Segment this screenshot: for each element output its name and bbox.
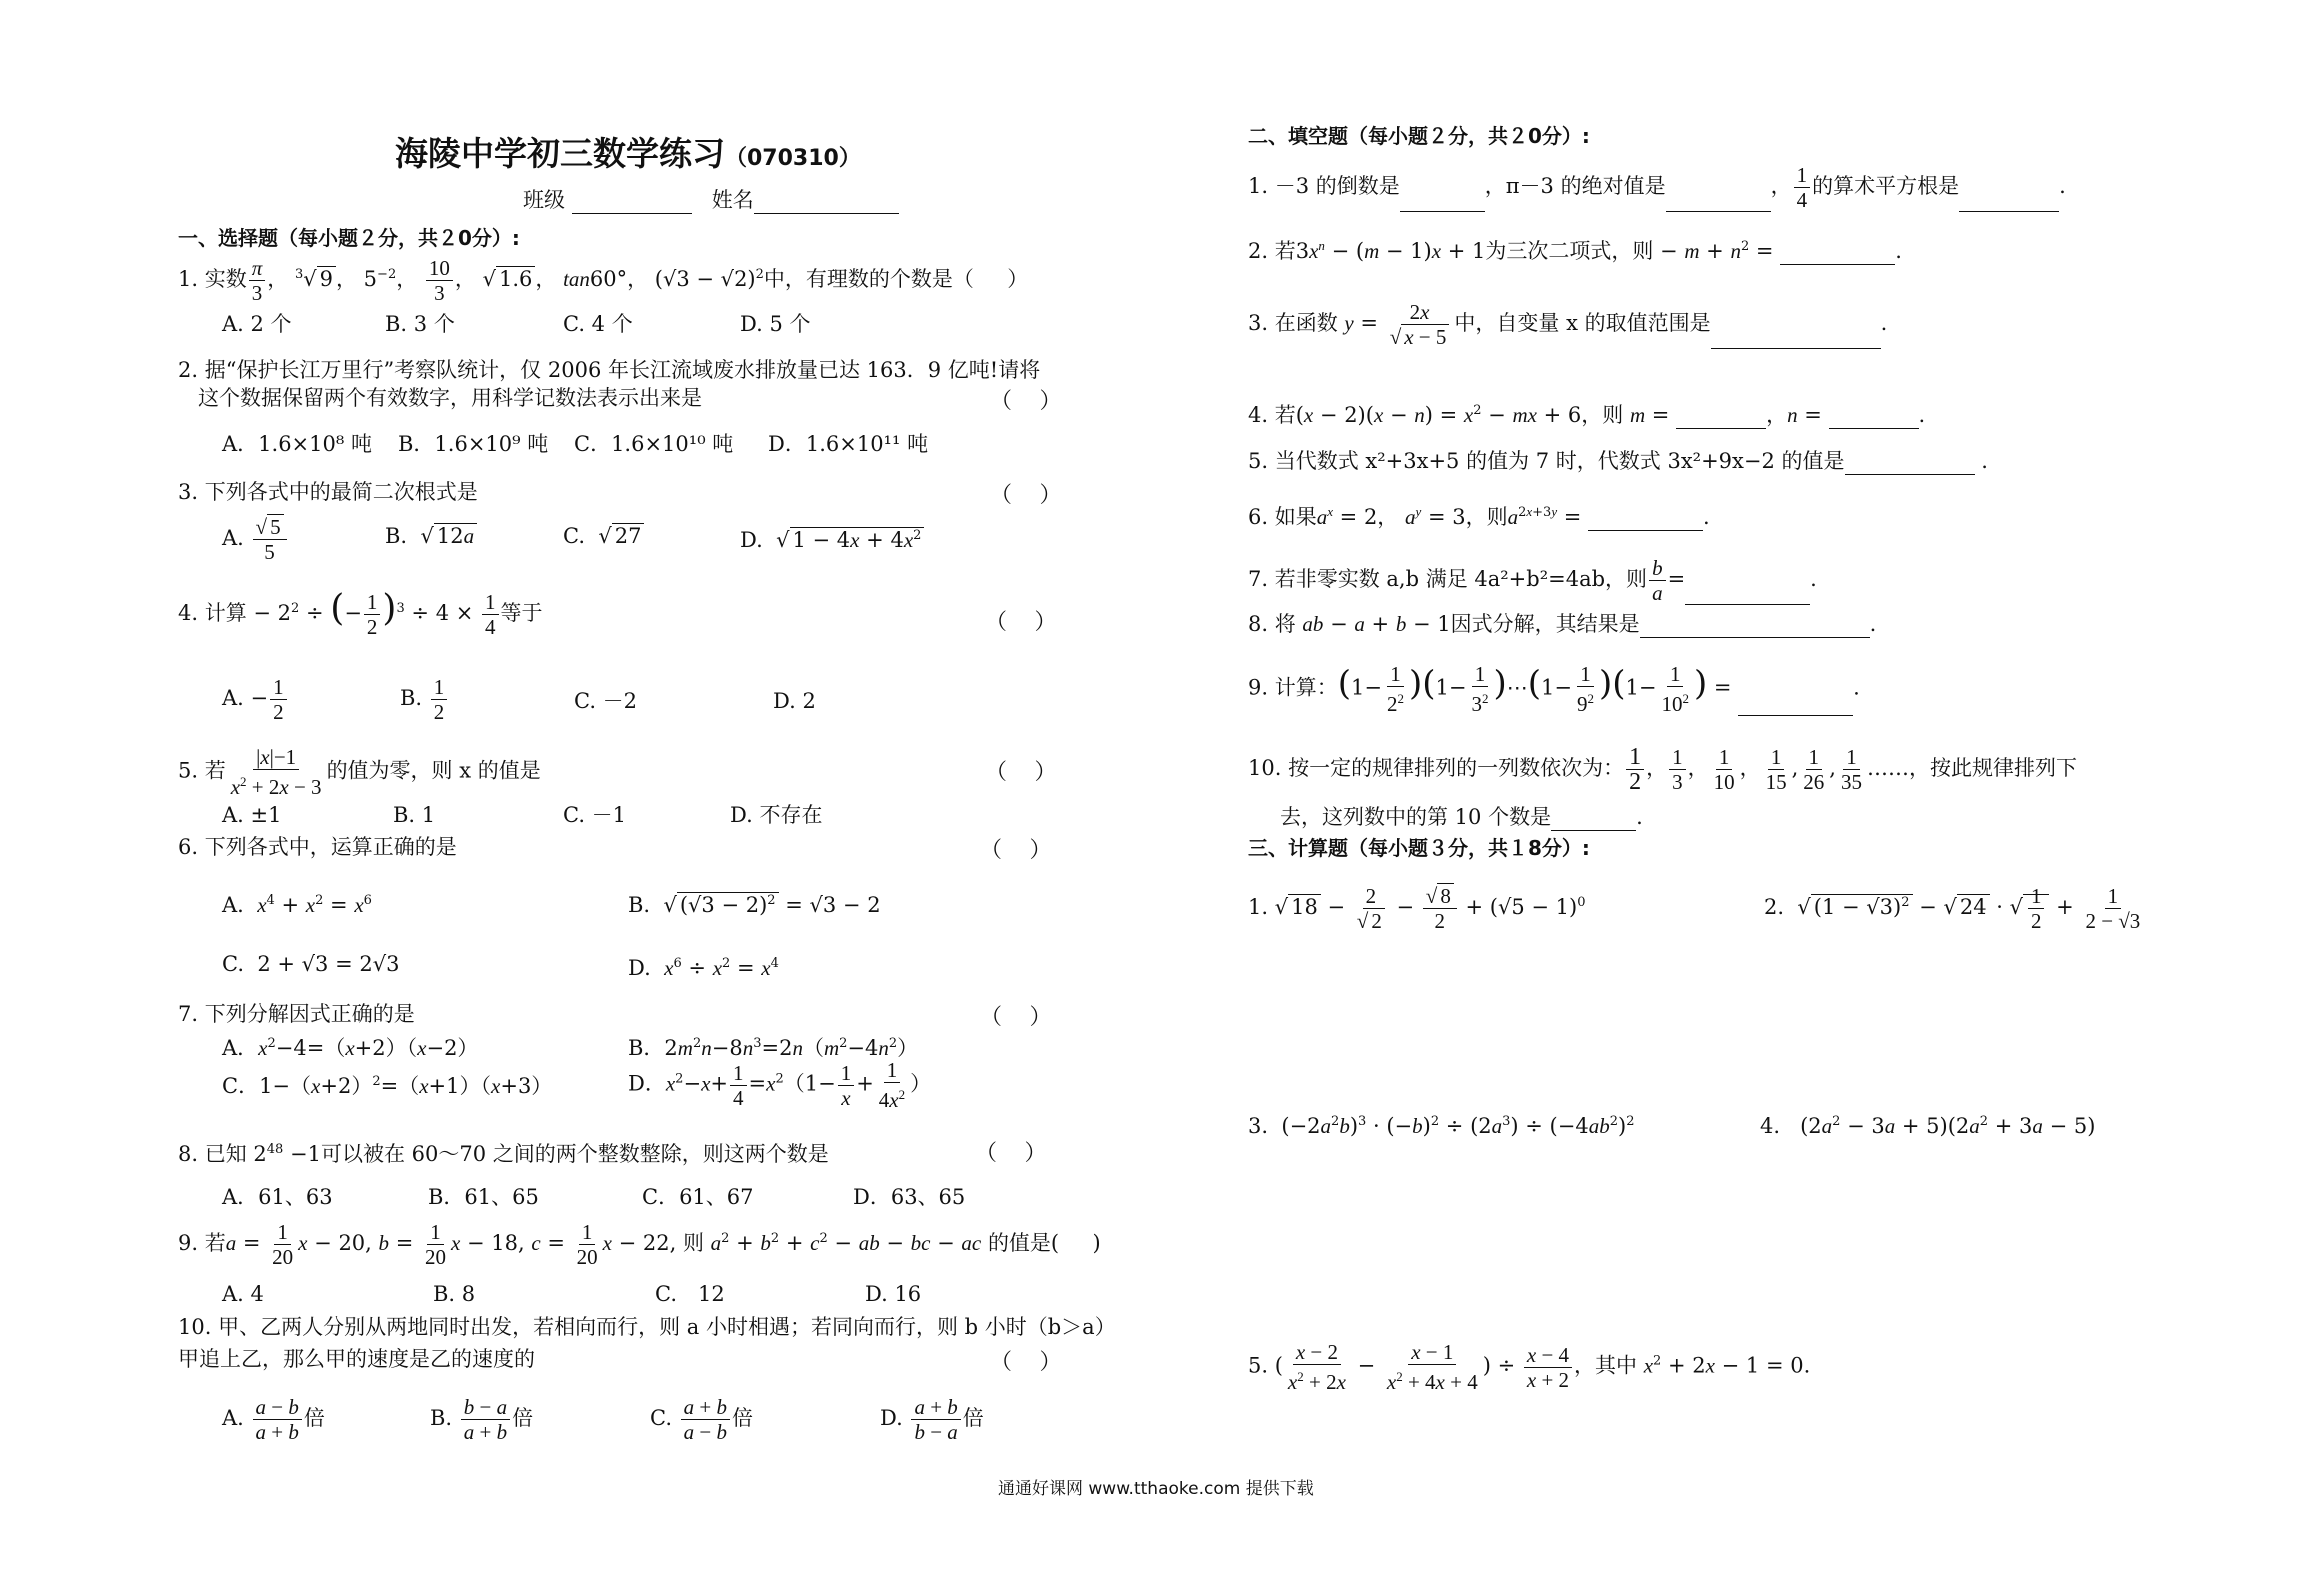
section2-heading: 二、填空题（每小题２分，共２0分）: [1248,124,1590,148]
s2-q10-lead: 10. 按一定的规律排列的一列数依次为： [1248,756,1625,780]
s1-q1-choice-c: C. 4 个 [563,312,633,336]
class-blank[interactable] [572,191,692,214]
s1-q2-line1: 2. 据“保护长江万里行”考察队统计，仅 2006 年长江流域废水排放量已达 163．9 亿吨!请将 [178,358,1041,382]
s1-q4-lead: 4. 计算 [178,601,247,625]
s2-q8-lead: 8. 将 [1248,612,1296,636]
section1-heading: 一、选择题（每小题２分，共２0分）: [178,226,520,250]
s2-q4: 4. 若$(x - 2)(x - n) = x^2$ − mx + 6，则 m = ，n = . [1248,403,1926,427]
s2-q9: 9. 计算：(1− $\frac{1}{2^2}$ )(1− $\frac{1}{3^2}$ )⋯(1− $\frac{1}{9^2}$ )(1− $\frac{1}{10^2}$ ) = . [1248,662,1860,716]
s2-q7-blank[interactable] [1685,582,1810,605]
s1-q1-choice-a: A. 2 个 [222,312,292,336]
s1-q10-d-unit: 倍 [962,1406,984,1430]
s1-q2-line2-text: 这个数据保留两个有效数字，用科学记数法表示出来是 [198,386,702,410]
s1-q5-choice-c: C. －1 [563,803,627,827]
s2-q1-blank3[interactable] [1959,189,2059,212]
s3-q3: 3. $(-2a^2b)^3 \cdot (-b)^2 \div (2a^3) \div (-4ab^2)^2$ [1248,1114,1635,1138]
s1-q10-choice-b: B. $\frac{b - a}{a + b}$ 倍 [430,1395,534,1444]
s2-q6-lead: 6. 如果 [1248,505,1317,529]
s1-q8-answer[interactable]: （ ） [975,1140,1047,1165]
s1-q3-c-label: C. [563,524,585,548]
s1-q3-b-label: B. [385,524,408,548]
s1-q9-lead: 9. 若 [178,1231,226,1255]
s3-q4-num: 4. [1760,1114,1781,1138]
s1-q5-lead: 5. 若 [178,758,226,783]
s1-q9: 9. 若a = $\frac{1}{20}$ x − 20, b = $\frac{1}{20}$ x − 18, c = $\frac{1}{20}$ x − 22, 则 $a^2 + b^2 + c^2$ − ab − bc − ac 的值是( ) [178,1220,1101,1269]
s1-q4-b-label: B. [400,686,423,710]
s1-q8-tail: 可以被在 60～70 之间的两个整数整除，则这两个数是 [320,1142,829,1166]
s2-q3-tail: 中，自变量 x 的取值范围是 [1454,311,1711,335]
s2-q2-mid: 为三次二项式，则 [1485,239,1654,263]
s1-q5-choice-b: B. 1 [393,803,436,827]
s1-q6-choice-c: C. 2 + √3 = 2√3 [222,952,400,976]
s1-q1: 1. 实数 $\frac{\pi}{3}$ ， $^3$√ 9 ， $5^{-2}$， $\frac{10}{3}$ ， √ 1.6 ， tan60°， $(√3 - √2)^2$中，有理数的个数是（ ） [178,256,1029,305]
s1-q1-choice-b: B. 3 个 [385,312,455,336]
s1-q6-text: 6. 下列各式中，运算正确的是 [178,835,457,859]
s2-q10-blank[interactable] [1551,808,1636,831]
s2-q3: 3. 在函数 y = $\frac{2x}{√ x - 5}$ 中，自变量 x 的取值范围是 . [1248,300,1888,349]
s2-q1: 1. －3 的倒数是 ，π－3 的绝对值是 ， $\frac{1}{4}$ 的算术平方根是 . [1248,163,2066,212]
s1-q9-choice-a: A. 4 [222,1282,264,1306]
s1-q6-choice-d: D. $x^6 \div x^2 = x^4$ [628,956,779,980]
s1-q4-choice-d: D. 2 [773,689,816,713]
s2-q4-lead: 4. 若 [1248,403,1296,427]
s2-q10-line2: 去，这列数中的第 10 个数是 . [1280,805,1643,829]
s1-q10-line1: 10. 甲、乙两人分别从两地同时出发，若相向而行，则 a 小时相遇；若同向而行，则 b 小时（b＞a） [178,1315,1116,1339]
s1-q3-choice-b: B. √ 12a [385,522,477,550]
s3-q1-num: 1. [1248,895,1269,919]
s1-q10-answer[interactable]: （ ） [990,1349,1062,1374]
footer-text: 通通好课网 www.tthaoke.com 提供下载 [998,1479,1314,1499]
s2-q5-blank[interactable] [1845,452,1975,475]
s1-q10-line2: 甲追上乙，那么甲的速度是乙的速度的 [178,1347,535,1371]
s1-q7-choice-c: C．$1-(x+2)^2=(x+1)(x+3)$ [222,1074,553,1098]
s1-q5-tail: 的值为零，则 x 的值是 [326,758,541,783]
s1-q4: 4. 计算 − $2^2$ ÷ (− $\frac{1}{2}$ )$^3$ ÷ 4 × $\frac{1}{4}$ 等于 [178,588,543,639]
s1-q3-answer[interactable]: （ ） [990,482,1062,507]
s2-q7-lead: 7. 若非零实数 a,b 满足 4a²+b²=4ab，则 [1248,567,1648,591]
s2-q10-line1: 10. 按一定的规律排列的一列数依次为： $\frac{1}{2}$ ， $\frac{1}{3}$ ， $\frac{1}{10}$ ， $\frac{1}{15}$ , $\frac{1}{26}$ , $\frac{1}{35}$ ……，按此规律排列下 [1248,744,2077,795]
student-info [523,186,899,214]
s2-q3-blank[interactable] [1711,326,1881,349]
s1-q9-tail: 的值是( [987,1231,1060,1255]
s2-q6-tail: ，则 [1465,505,1508,529]
s3-q1: 1. √ 18 − $\frac{2}{√ 2}$ − $\frac{√ 8}{2}$ + $(√5 - 1)^0$ [1248,884,1586,933]
s1-q10-b-unit: 倍 [512,1406,534,1430]
name-blank[interactable] [754,191,899,214]
s3-q5-num: 5. [1248,1353,1269,1378]
s2-q1-b: ，π－3 的绝对值是 [1484,174,1666,198]
s1-q1-tail: 中，有理数的个数是 [763,267,953,291]
s3-q5: 5. ( $\frac{x - 2}{x^2 + 2x}$ − $\frac{x - 1}{x^2 + 4x + 4}$ ) ÷ $\frac{x - 4}{x + 2}$ ，其中 $x^2 + 2x - 1 = 0$. [1248,1340,1811,1394]
s1-q7-choice-a: A．$x^2-4=(x+2)(x-2)$ [222,1036,479,1060]
s1-q5-answer[interactable]: （ ） [985,759,1057,784]
class-label: 班级 [523,188,565,212]
s3-q2: 2. √ $(1 - √3)^2$ − √ 24 · √ $\frac{1}{2}$ + $\frac{1}{2 - √3}$ [1764,884,2141,933]
s1-q3-text: 3. 下列各式中的最简二次根式是 [178,480,478,504]
s1-q1-lead: 实数 [204,267,247,291]
s2-q3-lead: 3. 在函数 [1248,311,1338,335]
s3-q5-tail: ，其中 [1574,1353,1638,1378]
s3-q4: 4. $(2a^2 - 3a + 5)(2a^2 + 3a - 5)$ [1760,1114,2096,1138]
s2-q2-blank[interactable] [1780,242,1895,265]
s2-q9-blank[interactable] [1738,693,1853,716]
s1-q3-d-label: D. [740,528,763,552]
s1-q9-choice-d: D. 16 [865,1282,922,1306]
s1-q4-a-label: A. [222,686,244,710]
s2-q1-blank2[interactable] [1666,189,1771,212]
s1-q8-choice-a: A．61、63 [222,1185,333,1209]
s2-q8-tail: 因式分解，其结果是 [1450,612,1640,636]
s2-q1-c: 的算术平方根是 [1812,174,1960,198]
s2-q9-lead: 9. 计算： [1248,675,1338,700]
s2-q2-lead: 2. 若 [1248,239,1296,263]
s1-q2-choice-a: A．1.6×10⁸ 吨 [222,432,372,456]
s1-q6-answer[interactable]: （ ） [980,837,1052,862]
s1-q4-choice-b: B. $\frac{1}{2}$ [400,675,449,724]
s2-q7: 7. 若非零实数 a,b 满足 4a²+b²=4ab，则 $\frac{b}{a}$ = . [1248,556,1817,605]
title-code: （070310） [725,146,861,171]
s2-q1-blank1[interactable] [1400,189,1485,212]
s1-q4-choice-c: C. －2 [574,689,638,713]
s2-q10-tail: ……，按此规律排列下 [1866,756,2077,780]
s1-q3-a-label: A. [222,526,244,550]
s1-q5-choice-a: A. ±1 [222,803,282,827]
s2-q10-line2-text: 去，这列数中的第 10 个数是 [1280,805,1552,829]
s2-q8: 8. 将 ab − a + b − 1因式分解，其结果是 . [1248,612,1877,636]
s1-q1-num: 1. [178,267,199,291]
s1-q4-answer[interactable]: （ ） [985,609,1057,634]
page-title [395,128,861,175]
s1-q7-choice-b: B．$2m^2n-8n^3=2n(m^2-4n^2)$ [628,1036,919,1060]
s1-q10-choice-a: A. $\frac{a - b}{a + b}$ 倍 [222,1395,325,1444]
s1-q1-choice-d: D. 5 个 [740,312,811,336]
s1-q10-c-unit: 倍 [732,1406,754,1430]
s2-q5-text: 5. 当代数式 x²+3x+5 的值为 7 时，代数式 3x²+9x−2 的值是 [1248,449,1845,473]
s2-q1-a: 1. －3 的倒数是 [1248,174,1400,198]
s1-q6-choice-b: B. √ $(√3 - 2)^2 = √3 - 2$ [628,893,881,917]
s1-q8-choice-b: B．61、65 [428,1185,539,1209]
title-text: 海陵中学初三数学练习 [395,134,725,173]
s1-q8-choice-c: C．61、67 [642,1185,754,1209]
s2-q5: 5. 当代数式 x²+3x+5 的值为 7 时，代数式 3x²+9x−2 的值是 . [1248,449,1988,473]
s2-q6-blank[interactable] [1588,508,1703,531]
s1-q3-choice-a: A. $\frac{√ 5}{5}$ [222,515,289,564]
s1-q7-choice-d: D．$x^2-x+$ $\frac{1}{4}$ $=x^2(1-$ $\frac{1}{x}$ + $\frac{1}{4x^2}$ ） [628,1058,932,1112]
s1-q6-choice-a: A. $x^4 + x^2 = x^6$ [222,893,372,917]
s1-q8-choice-d: D．63、65 [853,1185,966,1209]
s1-q2-choice-d: D．1.6×10¹¹ 吨 [768,432,929,456]
s1-q8: 8. 已知 $2^{48} -1$可以被在 60～70 之间的两个整数整除，则这两个数是 [178,1142,829,1166]
s1-q9-choice-b: B. 8 [433,1282,476,1306]
s3-q3-num: 3. [1248,1114,1269,1138]
s2-q2: 2. 若$3x^n - (m - 1)x + 1$为三次二项式，则 − $m + n^2$ = . [1248,238,1902,263]
s3-q2-num: 2. [1764,895,1785,919]
s1-q5-choice-d: D. 不存在 [730,803,823,827]
s1-q8-lead: 8. 已知 [178,1142,247,1166]
s1-q4-tail: 等于 [500,601,543,625]
s1-q2-answer[interactable]: （ ） [990,388,1062,413]
s1-q3-choice-c: C. √ 27 [563,522,644,550]
s2-q6: 6. 如果$a^x = 2$， $a^y = 3$，则$a^{2x+3y}$ = . [1248,504,1710,529]
s1-q4-choice-a: A. − $\frac{1}{2}$ [222,675,289,724]
s1-q10-choice-c: C. $\frac{a + b}{a - b}$ 倍 [650,1395,754,1444]
section3-heading: 三、计算题（每小题３分，共１8分）: [1248,836,1590,860]
s1-q9-choice-c: C. 12 [655,1282,725,1306]
s1-q5: 5. 若 $\frac{|x|-1}{x^2 + 2x - 3}$ 的值为零，则 x 的值是 [178,745,541,799]
s2-q8-blank[interactable] [1640,615,1870,638]
s1-q7-text: 7. 下列分解因式正确的是 [178,1002,415,1026]
name-label: 姓名 [711,188,754,212]
s1-q2-choice-c: C．1.6×10¹⁰ 吨 [574,432,734,456]
s2-q4-tail: ，则 [1581,403,1624,427]
s2-q4-blank-n[interactable] [1829,406,1919,429]
s2-q4-blank-m[interactable] [1676,406,1766,429]
s1-q7-answer[interactable]: （ ） [980,1004,1052,1029]
s1-q3-choice-d: D. √ $1 - 4x + 4x^2$ [740,522,924,554]
s1-q10-choice-d: D. $\frac{a + b}{b - a}$ 倍 [880,1395,984,1444]
s1-q2-choice-b: B．1.6×10⁹ 吨 [398,432,549,456]
s1-q10-a-unit: 倍 [303,1406,325,1430]
s1-q2-line2 [198,384,702,412]
